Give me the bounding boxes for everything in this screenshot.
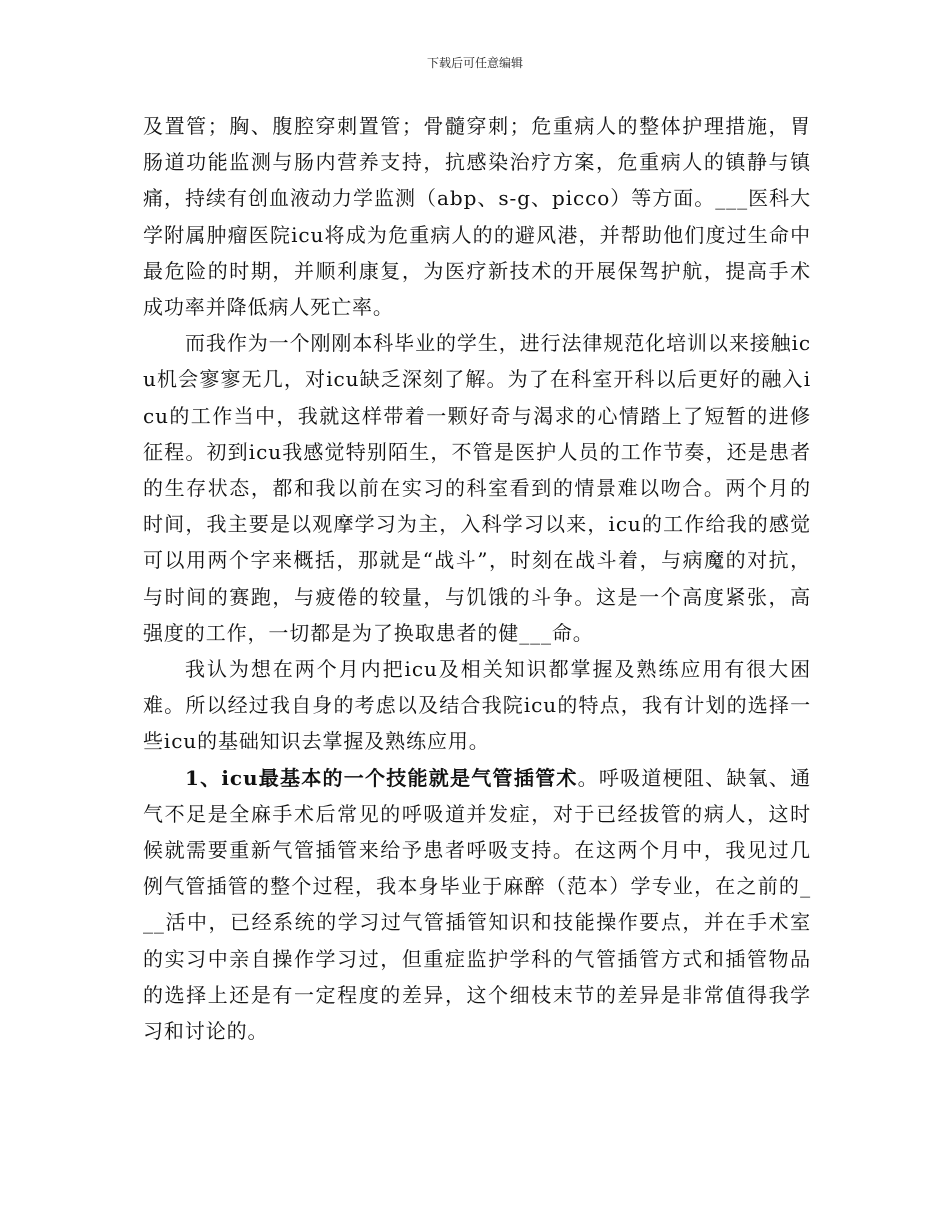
paragraph-4 [143,760,811,1050]
paragraph-2: 而我作为一个刚刚本科毕业的学生，进行法律规范化培训以来接触icu机会寥寥无几，对icu缺乏深刻了解。为了在科室开科以后更好的融入icu的工作当中，我就这样带着一颗好奇与渴求的心情踏上了短暂的进修征程。初到icu我感觉特别陌生，不管是医护人员的工作节奏，还是患者的生存状态，都和我以前在实习的科室看到的情景难以吻合。两个月的时间，我主要是以观摩学习为主，入科学习以来，icu的工作给我的感觉可以用两个字来概括，那就是“战斗”，时刻在战斗着，与病魔的对抗，与时间的赛跑，与疲倦的较量，与饥饿的斗争。这是一个高度紧张，高强度的工作，一切都是为了换取患者的健___命。 [143,331,811,645]
paragraph-4-text: 。呼吸道梗阻、缺氧、通气不足是全麻手术后常见的呼吸道并发症，对于已经拔管的病人，这时候就需要重新气管插管来给予患者呼吸支持。在这两个月中，我见过几例气管插管的整个过程，我本身毕业于麻醉（范本）学专业，在之前的___活中，已经系统的学习过气管插管知识和技能操作要点，并在手术室的实习中亲自操作学习过，但重症监护学科的气管插管方式和插管物品的选择上还是有一定程度的差异，这个细枝末节的差异是非常值得我学习和讨论的。 [143,765,811,1044]
page-header: 下载后可任意编辑 [426,56,523,70]
paragraph-1: 及置管；胸、腹腔穿刺置管；骨髓穿刺；危重病人的整体护理措施，胃肠道功能监测与肠内营养支持，抗感染治疗方案，危重病人的镇静与镇痛，持续有创血液动力学监测（abp、s-g、picco）等方面。___医科大学附属肿瘤医院icu将成为危重病人的的避风港，并帮助他们度过生命中最危险的时期，并顺利康复，为医疗新技术的开展保驾护航，提高手术成功率并降低病人死亡率。 [143,114,811,320]
document-body [143,108,811,1049]
paragraph-4-heading: 1、icu最基本的一个技能就是气管插管术 [185,765,578,790]
paragraph-3: 我认为想在两个月内把icu及相关知识都掌握及熟练应用有很大困难。所以经过我自身的考虑以及结合我院icu的特点，我有计划的选择一些icu的基础知识去掌握及熟练应用。 [143,657,811,754]
